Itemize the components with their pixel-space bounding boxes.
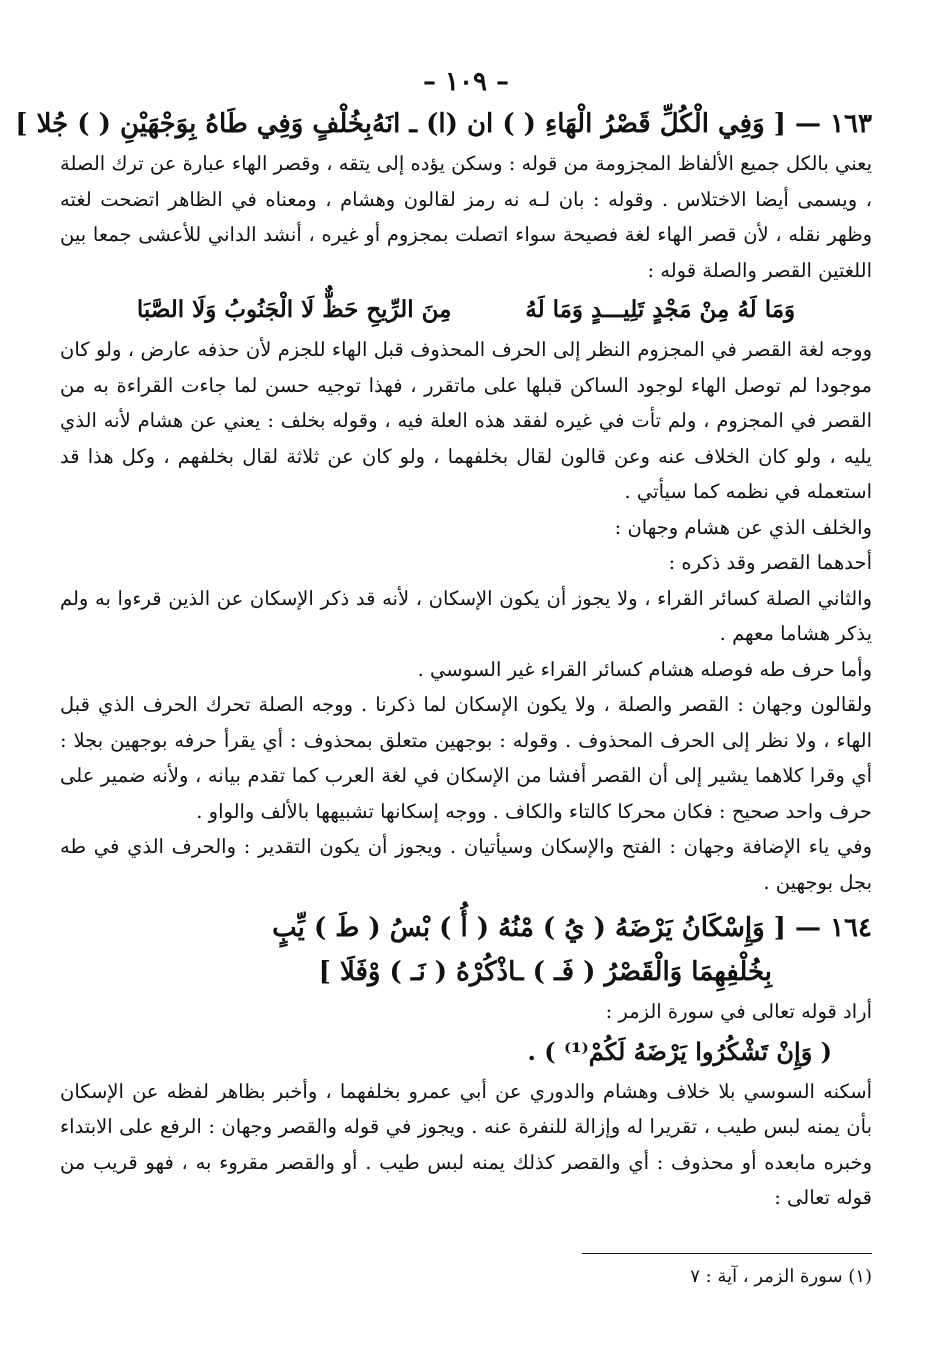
verse-163-first-hemistich: ١٦٣ — [ وَفِي الْكُلِّ قَصْرُ الْهَاءِ ( ) ان (ا) ـ انَهُ [371,109,872,139]
poetry-citation [60,288,872,332]
footnote: (١) سورة الزمر ، آية : ٧ [690,1266,872,1287]
verse-164-line-2: بِخُلْفِهِمَا وَالْقَصْرُ ( فَـ ) ـاذْكُرْهُ ( نَـ ) وْفَلَا ] [318,957,772,987]
verse-164-line-1: ١٦٤ — [ وَإِسْكَانُ يَرْضَهُ ( يُ ) مْنُهُ ( أُ ) بْسُ ( طَ ) يِّبٍ [272,913,872,943]
footnote-divider [582,1253,872,1254]
verse-164 [60,906,872,994]
paragraph: والخلف الذي عن هشام وجهان : [614,515,872,539]
paragraph: ولقالون وجهان : القصر والصلة ، ولا يكون الإسكان لما ذكرنا . ووجه الصلة تحرك الحرف الذي قبل الهاء ، ولا نظر إلى الحرف المحذوف . وقوله : بوجهين متعلق بمحذوف : أي يقرأ حرفه بوجهين بجلا : أي وقرا كلاهما يشير إلى أن القصر أفشا من الإسكان في لغة العرب كما تقدم بيانه ، ولأنه ضمير على حرف واحد صحيح : فكان محركا كالتاء والكاف . ووجه إسكانها تشبيهها بالألف والواو . [60,693,872,823]
quran-citation: ( وَإِنْ تَشْكُرُوا يَرْضَهُ لَكُمْ⁽¹⁾ ) . [527,1036,832,1066]
page-number: – ١٠٩ – [422,67,510,97]
commentary-block-3 [60,994,872,1030]
paragraph: يعني بالكل جميع الألفاظ المجزومة من قوله : وسكن يؤده إلى يتقه ، وقصر الهاء عبارة عن ترك الصلة ، ويسمى أيضا الاختلاس . وقوله : بان لـه نه رمز لقالون وهشام ، ومعناه في الظاهر اتضحت لغته وظهر نقله ، لأن قصر الهاء لغة فصيحة سواء اتصلت بمجزوم أو غيره ، أنشد الداني للأعشى جمعا بين اللغتين القصر والصلة قوله : [60,152,872,282]
commentary-block-1 [60,146,872,288]
paragraph: والثاني الصلة كسائر القراء ، ولا يجوز أن يكون الإسكان ، لأنه قد ذكر الإسكان عن الذين قرءوا به ولم يذكر هشاما معهم . [60,586,872,645]
verse-163-second-hemistich: بِخُلْفٍ وَفِي طَاهُ بِوَجْهَيْنِ ( ) جُلا ] [15,109,372,139]
paragraph: أسكنه السوسي بلا خلاف وهشام والدوري عن أبي عمرو بخلفهما ، وأخبر بظاهر لفظه عن الإسكان بأن يمنه لبس طيب ، تقريرا له وإزالة للنفرة عنه . ويجوز في قوله والقصر وجهان : الرفع على الابتداء وخبره مابعده أو محذوف : أي والقصر كذلك يمنه لبس طيب . أو والقصر مقروء به ، فهو قريب من قوله تعالى : [60,1079,872,1209]
paragraph: أحدهما القصر وقد ذكره : [668,551,872,574]
paragraph: أراد قوله تعالى في سورة الزمر : [605,1000,872,1023]
paragraph: وفي ياء الإضافة وجهان : الفتح والإسكان وسيأتيان . ويجوز أن يكون التقدير : والحرف الذي في طه بجل بوجهين . [60,835,872,894]
paragraph: وأما حرف طه فوصله هشام كسائر القراء غير السوسي . [417,657,872,681]
commentary-block-4 [60,1074,872,1216]
document-page [15,0,872,1368]
commentary-block-2 [60,332,872,900]
verse-163 [15,102,872,146]
paragraph: ووجه لغة القصر في المجزوم النظر إلى الحرف المحذوف قبل الهاء للجزم لأن حذفه عارض ، ولو كان موجودا لم توصل الهاء لوجود الساكن قبلها على ماتقرر ، فهذا توجيه حسن لما جاءت القراءة به من القصر في المجزوم ، ولم تأت في غيره لفقد هذه العلة فيه ، وقوله بخلف : يعني عن هشام لأنه الذي يليه ، ولو كان الخلاف عنه وعن قالون لقال بخلفهما ، ولو كان عن ثلاثة لقال بخلفهم ، وكل هذا قد استعمله في نظمه كما سيأتي . [60,338,872,503]
poem-second-hemistich: مِنَ الرِّيحِ حَظٌّ لَا الْجَنُوبُ وَلَا الصَّبَا [136,296,452,323]
poem-first-hemistich: وَمَا لَهُ مِنْ مَجْدٍ تَلِيـــدٍ وَمَا لَهُ [525,296,796,323]
